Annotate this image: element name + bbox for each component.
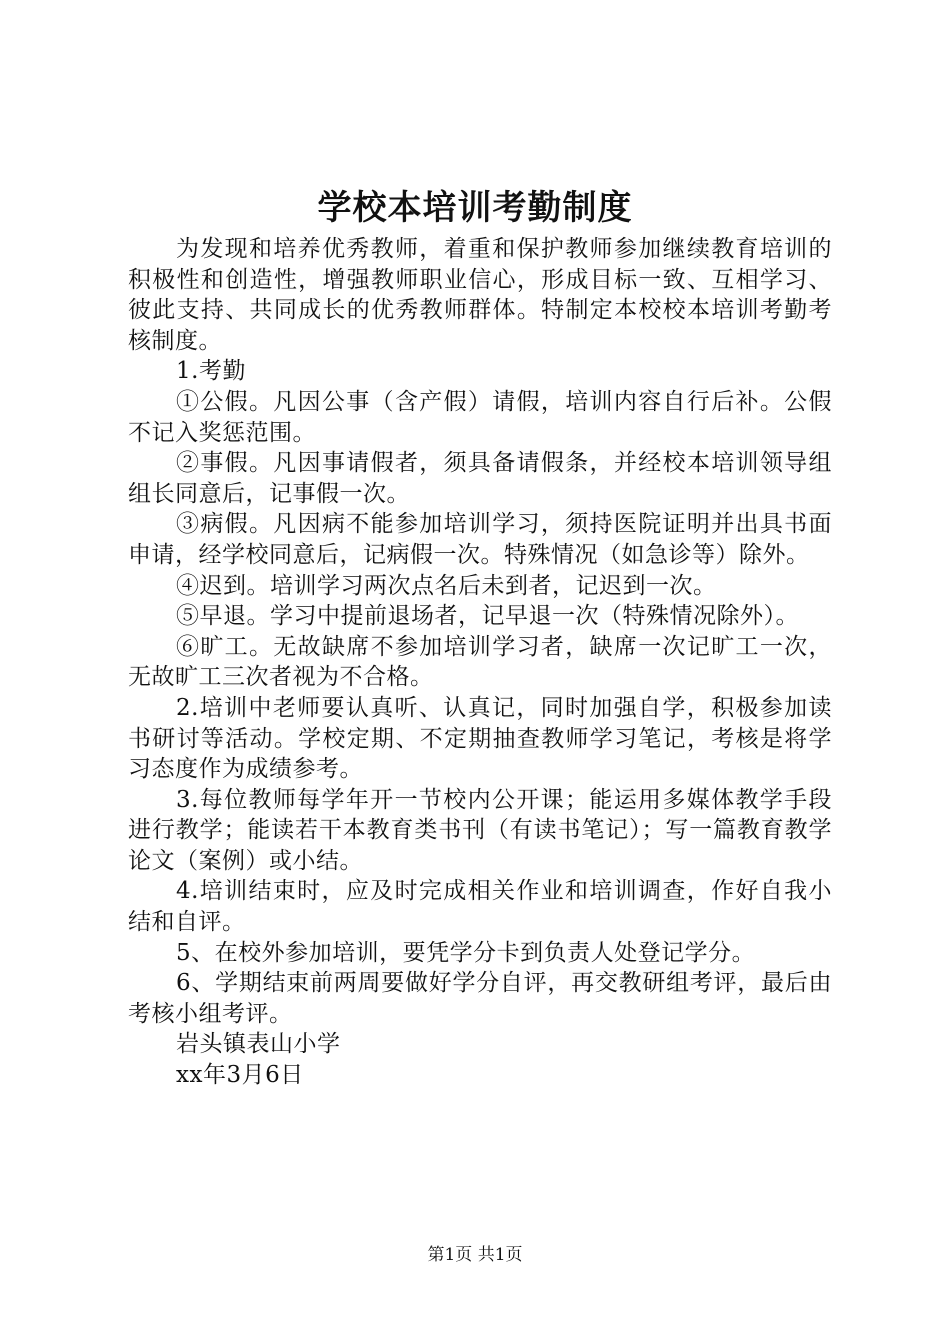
rule-study-requirements: 2.培训中老师要认真听、认真记，同时加强自学，积极参加读书研讨等活动。学校定期、不定期抽查教师学习笔记，考核是将学习态度作为成绩参考。	[128, 694, 832, 783]
rule-official-leave: ①公假。凡因公事（含产假）请假，培训内容自行后补。公假不记入奖惩范围。	[128, 388, 832, 446]
rule-late: ④迟到。培训学习两次点名后未到者，记迟到一次。	[176, 572, 717, 599]
rule-training-summary: 4.培训结束时，应及时完成相关作业和培训调查，作好自我小结和自评。	[128, 878, 832, 936]
rule-open-class: 3.每位教师每学年开一节校内公开课；能运用多媒体教学手段进行教学；能读若干本教育类书刊（有读书笔记）；写一篇教育教学论文（案例）或小结。	[128, 786, 832, 874]
signature-school: 岩头镇表山小学	[176, 1031, 341, 1058]
document-title: 学校本培训考勤制度	[317, 188, 633, 228]
rule-credit-evaluation: 6、学期结束前两周要做好学分自评，再交教研组考评，最后由考核小组考评。	[128, 970, 832, 1027]
rule-early-leave: ⑤早退。学习中提前退场者，记早退一次（特殊情况除外）。	[176, 603, 799, 630]
document-body	[128, 234, 832, 1091]
page-footer: 第1页 共1页	[427, 1245, 523, 1265]
intro-paragraph: 为发现和培养优秀教师，着重和保护教师参加继续教育培训的积极性和创造性，增强教师职业信心，形成目标一致、互相学习、彼此支持、共同成长的优秀教师群体。特制定本校校本培训考勤考核制度。	[128, 236, 832, 354]
signature-date: xx年3月6日	[176, 1062, 304, 1089]
rule-absence: ⑥旷工。无故缺席不参加培训学习者，缺席一次记旷工一次，无故旷工三次者视为不合格。	[128, 633, 832, 691]
rule-personal-leave: ②事假。凡因事请假者，须具备请假条，并经校本培训领导组组长同意后，记事假一次。	[128, 450, 832, 507]
rule-sick-leave: ③病假。凡因病不能参加培训学习，须持医院证明并出具书面申请，经学校同意后，记病假一次。特殊情况（如急诊等）除外。	[128, 511, 832, 568]
rule-external-training: 5、在校外参加培训，要凭学分卡到负责人处登记学分。	[176, 939, 756, 966]
section-heading-attendance: 1.考勤	[176, 358, 246, 385]
